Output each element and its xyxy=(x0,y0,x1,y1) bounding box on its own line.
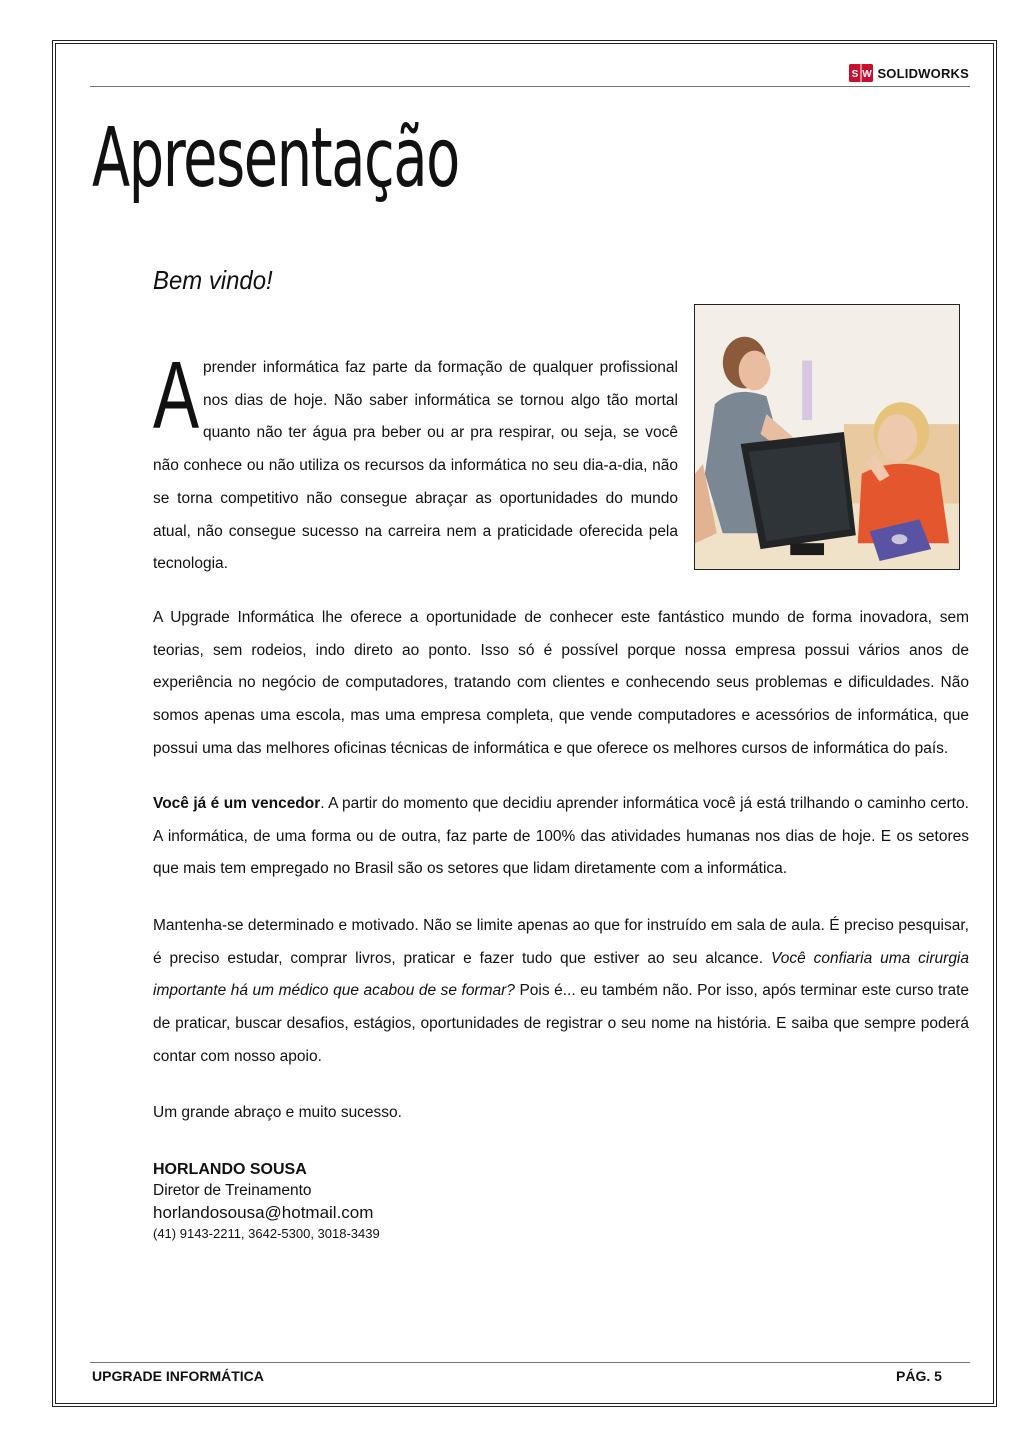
paragraph-motivation-start: Mantenha-se determinado e motivado. Não se limite apenas ao que for instruído em sala de aula. É preciso pesquisar, é preciso estudar, comprar livros, praticar e fazer tudo que estiver ao seu alcance. xyxy=(153,917,969,967)
header-brand xyxy=(849,64,969,82)
intro-paragraph xyxy=(153,342,678,581)
paragraph-motivation xyxy=(153,910,969,1074)
signature-name: HORLANDO SOUSA xyxy=(153,1161,307,1178)
signature-email: horlandosousa@hotmail.com xyxy=(153,1203,374,1222)
signature-block xyxy=(153,1160,380,1244)
photo-two-women-at-computer-icon xyxy=(694,304,960,570)
paragraph-winner-bold: Você já é um vencedor xyxy=(153,795,321,812)
footer-divider xyxy=(90,1362,970,1363)
paragraph-company: A Upgrade Informática lhe oferece a oportunidade de conhecer este fantástico mundo de forma inovadora, sem teorias, sem rodeios, indo direto ao ponto. Isso só é possível porque nossa empresa possui vários anos de experiência no negócio de computadores, tratando com clientes e conhecendo seus problemas e dificuldades. Não somos apenas uma escola, mas uma empresa completa, que vende computadores e acessórios de informática, que possui uma das melhores oficinas técnicas de informática e que oferece os melhores cursos de informática do país. xyxy=(153,609,969,757)
header-divider xyxy=(90,86,970,87)
paragraph-motivation-italic: Você confiaria uma cirurgia importante há um médico que acabou de se formar? xyxy=(153,949,969,1000)
footer-page-number: PÁG. 5 xyxy=(896,1368,942,1384)
signature-phones: (41) 9143-2211, 3642-5300, 3018-3439 xyxy=(153,1226,380,1241)
paragraph-winner xyxy=(153,788,969,886)
page-title: Apresentação xyxy=(92,111,459,206)
intro-text: prender informática faz parte da formação de qualquer profissional nos dias de hoje. Não saber informática se tornou algo tão mortal quanto não ter água pra beber ou ar pra respirar, ou seja, se você não conhece ou não utiliza os recursos da informática no seu dia-a-dia, não se torna competitivo não consegue abraçar as oportunidades do mundo atual, não consegue sucesso na carreira nem a praticidade oferecida pela tecnologia. xyxy=(153,359,678,573)
svg-text:S: S xyxy=(852,69,859,80)
page-subtitle: Bem vindo! xyxy=(153,265,273,295)
solidworks-logo-icon xyxy=(849,64,873,82)
footer-company: UPGRADE INFORMÁTICA xyxy=(92,1368,264,1384)
signature-role: Diretor de Treinamento xyxy=(153,1182,312,1199)
paragraph-closing: Um grande abraço e muito sucesso. xyxy=(153,1104,402,1121)
paragraph-winner-text: . A partir do momento que decidiu aprender informática você já está trilhando o caminho certo. A informática, de uma forma ou de outra, faz parte de 100% das atividades humanas nos dias de hoje. E os setores que mais tem empregado no Brasil são os setores que lidam diretamente com a informática. xyxy=(153,795,969,878)
paragraph-motivation-end: Pois é... eu também não. Por isso, após terminar este curso trate de praticar, buscar desafios, estágios, oportunidades de registrar o seu nome na história. E saiba que sempre poderá contar com nosso apoio. xyxy=(153,982,969,1065)
drop-cap: A xyxy=(153,342,200,449)
brand-text: SOLIDWORKS xyxy=(877,65,969,81)
svg-text:W: W xyxy=(862,69,873,80)
